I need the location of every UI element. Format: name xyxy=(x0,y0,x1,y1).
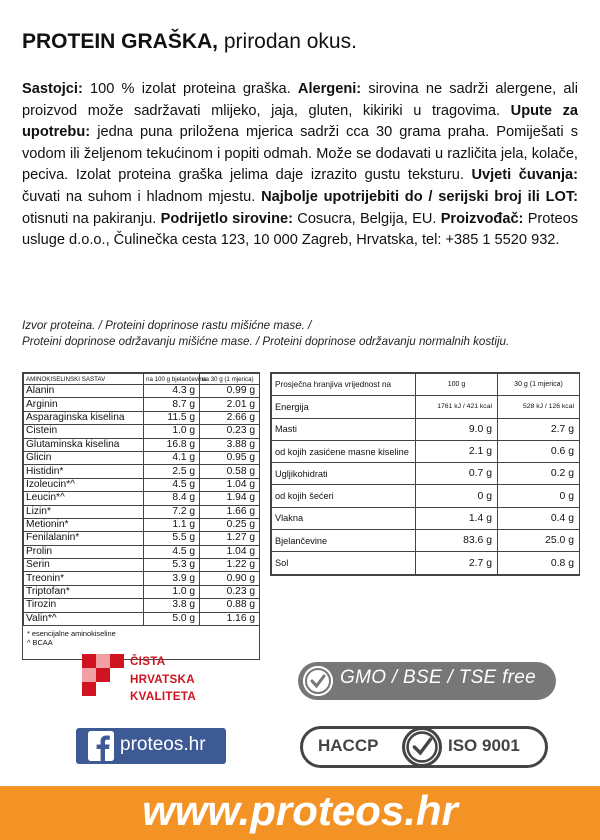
storage-label: Uvjeti čuvanja: xyxy=(471,167,578,184)
amino-table-row xyxy=(24,505,260,518)
amino-acid-value: 7.2 g xyxy=(144,505,200,518)
nutrient-value: 0.2 g xyxy=(498,463,580,485)
amino-acid-table xyxy=(22,372,260,660)
producer-label: Proizvođač: xyxy=(440,210,524,227)
amino-acid-name: Serin xyxy=(24,559,144,572)
nutrient-value: 0 g xyxy=(416,485,498,507)
amino-table-row xyxy=(24,465,260,478)
nutrition-table-row xyxy=(272,552,580,574)
amino-acid-name: Alanin xyxy=(24,385,144,398)
amino-acid-name: Cistein xyxy=(24,425,144,438)
amino-acid-name: Histidin* xyxy=(24,465,144,478)
best-before-label: Najbolje upotrijebiti do / serijski broj ili LOT: xyxy=(261,188,578,205)
amino-acid-name: Asparaginska kiselina xyxy=(24,411,144,424)
amino-acid-value: 4.3 g xyxy=(144,385,200,398)
amino-acid-name: Tirozin xyxy=(24,599,144,612)
nutrient-name: od kojih šećeri xyxy=(272,485,416,507)
amino-acid-value: 3.9 g xyxy=(144,572,200,585)
amino-table-row xyxy=(24,438,260,451)
amino-acid-name: Izoleucin*^ xyxy=(24,478,144,491)
amino-acid-name: Metionin* xyxy=(24,518,144,531)
product-title: PROTEIN GRAŠKA, prirodan okus. xyxy=(22,30,357,53)
nutrient-value: 0.4 g xyxy=(498,507,580,529)
amino-acid-value: 5.5 g xyxy=(144,532,200,545)
amino-acid-name: Triptofan* xyxy=(24,585,144,598)
amino-table-row xyxy=(24,559,260,572)
facebook-icon xyxy=(88,731,114,761)
amino-acid-value: 1.27 g xyxy=(200,532,260,545)
nutrient-name: od kojih zasićene masne kiseline xyxy=(272,440,416,462)
nutrient-value: 2.7 g xyxy=(416,552,498,574)
amino-acid-value: 3.88 g xyxy=(200,438,260,451)
nutrition-table-row xyxy=(272,463,580,485)
allergens-label: Alergeni: xyxy=(297,81,362,97)
amino-acid-value: 0.23 g xyxy=(200,585,260,598)
nutrient-value: 0 g xyxy=(498,485,580,507)
amino-acid-name: Lizin* xyxy=(24,505,144,518)
amino-table-row xyxy=(24,478,260,491)
origin-label: Podrijetlo sirovine: xyxy=(160,210,293,227)
amino-table-row xyxy=(24,398,260,411)
amino-acid-name: Prolin xyxy=(24,545,144,558)
amino-table-header: AMINOKISELINSKI SASTAV na 100 g bjelančevina na 30 g (1 mjerica) xyxy=(24,374,260,385)
nutrient-value: 25.0 g xyxy=(498,530,580,552)
nutrient-value: 1.4 g xyxy=(416,507,498,529)
amino-table-row xyxy=(24,545,260,558)
nutrient-value: 528 kJ / 126 kcal xyxy=(498,396,580,418)
nutrient-name: Masti xyxy=(272,418,416,440)
amino-acid-value: 4.5 g xyxy=(144,478,200,491)
nutrient-value: 9.0 g xyxy=(416,418,498,440)
usage-label: Upute za upotrebu: xyxy=(22,102,578,141)
nutrient-name: Vlakna xyxy=(272,507,416,529)
amino-acid-value: 1.0 g xyxy=(144,585,200,598)
nutrient-value: 0.6 g xyxy=(498,440,580,462)
red-squares-logo xyxy=(80,652,130,708)
amino-acid-value: 0.95 g xyxy=(200,451,260,464)
amino-acid-value: 3.8 g xyxy=(144,599,200,612)
nutrient-value: 0.8 g xyxy=(498,552,580,574)
check-icon xyxy=(402,727,442,767)
gmo-free-text: GMO / BSE / TSE free xyxy=(340,667,537,688)
amino-table-row xyxy=(24,612,260,625)
amino-acid-value: 0.99 g xyxy=(200,385,260,398)
amino-acid-value: 2.66 g xyxy=(200,411,260,424)
amino-acid-value: 5.3 g xyxy=(144,559,200,572)
amino-acid-value: 0.23 g xyxy=(200,425,260,438)
amino-acid-value: 1.94 g xyxy=(200,492,260,505)
product-declaration: Sastojci: 100 % izolat proteina graška. Alergeni: sirovina ne sadrži alergene, ali proizvod može sadržavati mlijeko, jaja, gluten, kikiriki u tragovima. Upute za upotrebu: jedna puna priložena mjerica sadrži cca 30 grama praha. Pomiješati s vodom ili željenom tekućinom i popiti odmah. Može se dodavati u različita jela, kolače, peciva. Izolat proteina graška jelima daje izrazito gustu teksturu. Uvjeti čuvanja: čuvati na suhom i hladnom mjestu. Najbolje upotrijebiti do / serijski broj ili LOT: otisnuti na pakiranju. Podrijetlo sirovine: Cosucra, Belgija, EU. Proizvođač: Proteos usluge d.o.o., Čulinečka cesta 123, 10 000 Zagreb, Hrvatska, tel: +385 1 5520 932. xyxy=(22,81,578,249)
cista-hrvatska-kvaliteta-text: ČISTA HRVATSKA KVALITETA xyxy=(130,655,197,703)
amino-acid-value: 4.1 g xyxy=(144,451,200,464)
amino-table-row xyxy=(24,599,260,612)
check-icon xyxy=(303,666,333,696)
amino-acid-name: Leucin*^ xyxy=(24,492,144,505)
amino-acid-value: 1.04 g xyxy=(200,545,260,558)
nutrient-value: 2.7 g xyxy=(498,418,580,440)
amino-table-row xyxy=(24,518,260,531)
amino-acid-name: Glicin xyxy=(24,451,144,464)
amino-acid-value: 0.58 g xyxy=(200,465,260,478)
amino-acid-value: 11.5 g xyxy=(144,411,200,424)
haccp-label: HACCP xyxy=(318,736,379,755)
amino-acid-value: 0.90 g xyxy=(200,572,260,585)
health-claims: Izvor proteina. / Proteini doprinose rastu mišićne mase. / Proteini doprinose održavanju mišićne mase. / Proteini doprinose održavanju normalnih kostiju. xyxy=(22,319,510,348)
nutrient-name: Ugljikohidrati xyxy=(272,463,416,485)
amino-acid-name: Arginin xyxy=(24,398,144,411)
ingredients-label: Sastojci: xyxy=(22,81,83,97)
website-link[interactable]: www.proteos.hr xyxy=(142,787,458,834)
amino-acid-value: 1.1 g xyxy=(144,518,200,531)
nutrition-table-row xyxy=(272,396,580,418)
nutrition-table-row xyxy=(272,485,580,507)
amino-acid-name: Treonin* xyxy=(24,572,144,585)
amino-acid-value: 1.66 g xyxy=(200,505,260,518)
amino-table-row xyxy=(24,532,260,545)
nutrition-table-row xyxy=(272,530,580,552)
amino-table-row xyxy=(24,572,260,585)
amino-acid-value: 0.88 g xyxy=(200,599,260,612)
facebook-handle[interactable]: proteos.hr xyxy=(120,734,206,755)
amino-acid-value: 16.8 g xyxy=(144,438,200,451)
amino-acid-value: 1.16 g xyxy=(200,612,260,625)
amino-acid-value: 1.22 g xyxy=(200,559,260,572)
amino-acid-value: 2.01 g xyxy=(200,398,260,411)
amino-acid-value: 2.5 g xyxy=(144,465,200,478)
nutrient-value: 0.7 g xyxy=(416,463,498,485)
amino-table-row xyxy=(24,425,260,438)
nutrient-name: Bjelančevine xyxy=(272,530,416,552)
amino-acid-value: 5.0 g xyxy=(144,612,200,625)
nutrient-value: 1761 kJ / 421 kcal xyxy=(416,396,498,418)
amino-acid-name: Glutaminska kiselina xyxy=(24,438,144,451)
amino-acid-name: Fenilalanin* xyxy=(24,532,144,545)
amino-acid-value: 1.0 g xyxy=(144,425,200,438)
nutrition-table-header: Prosječna hranjiva vrijednost na 100 g 30 g (1 mjerica) xyxy=(272,374,580,396)
iso-label: ISO 9001 xyxy=(448,736,520,755)
amino-table-row xyxy=(24,411,260,424)
nutrient-name: Sol xyxy=(272,552,416,574)
amino-table-row xyxy=(24,492,260,505)
nutrient-value: 2.1 g xyxy=(416,440,498,462)
nutrition-table xyxy=(270,372,580,576)
amino-acid-value: 4.5 g xyxy=(144,545,200,558)
amino-footnotes: * esencijalne aminokiseline ^ BCAA xyxy=(27,629,116,648)
nutrition-table-row xyxy=(272,440,580,462)
amino-table-row xyxy=(24,585,260,598)
nutrition-table-row xyxy=(272,507,580,529)
nutrient-name: Energija xyxy=(272,396,416,418)
amino-acid-value: 0.25 g xyxy=(200,518,260,531)
amino-acid-value: 1.04 g xyxy=(200,478,260,491)
nutrient-value: 83.6 g xyxy=(416,530,498,552)
amino-acid-value: 8.7 g xyxy=(144,398,200,411)
amino-acid-value: 8.4 g xyxy=(144,492,200,505)
amino-acid-name: Valin*^ xyxy=(24,612,144,625)
nutrition-table-row xyxy=(272,418,580,440)
amino-table-row xyxy=(24,385,260,398)
amino-table-row xyxy=(24,451,260,464)
